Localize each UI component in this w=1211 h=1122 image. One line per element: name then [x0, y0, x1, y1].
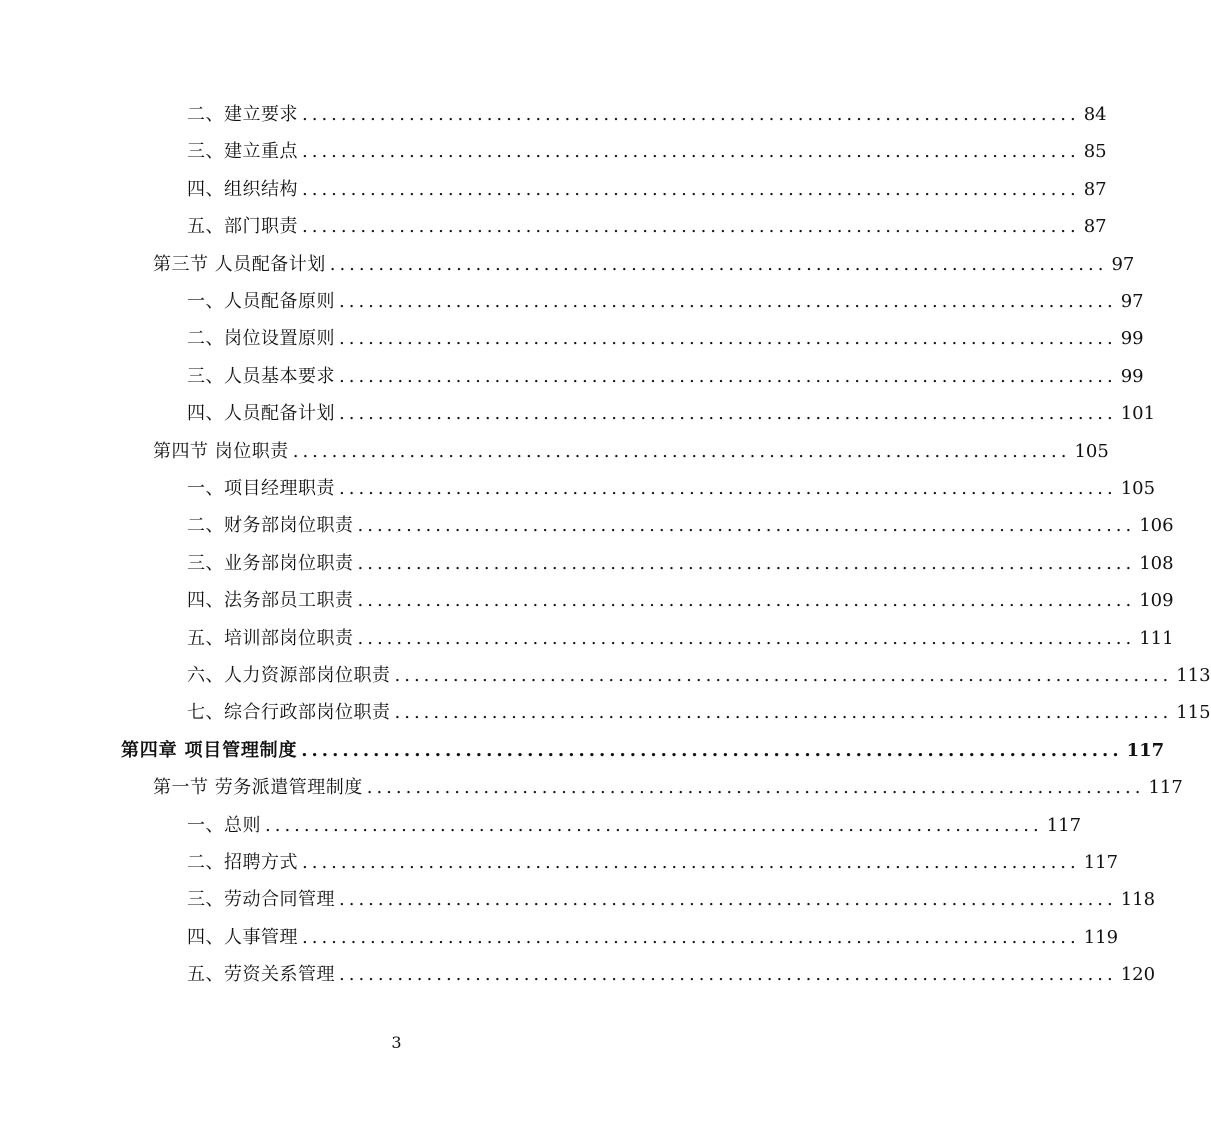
toc-entry-title: 四、人员配备计划 [187, 403, 335, 425]
dot-leader: ................................................................................ [302, 141, 1080, 163]
toc-subsection-entry[interactable] [187, 362, 1144, 392]
dot-leader: ................................................................................ [357, 515, 1136, 537]
toc-entry-title: 一、总则 [187, 814, 261, 836]
toc-entry-title: 六、人力资源部岗位职责 [187, 665, 391, 686]
dot-leader: ................................................................................ [302, 926, 1080, 948]
toc-entry-page: 106 [1139, 515, 1174, 537]
dot-leader: ................................................................................ [329, 253, 1108, 275]
toc-entry-title: 二、招聘方式 [187, 852, 298, 873]
toc-entry-title: 第一节 劳务派遣管理制度 [153, 777, 363, 799]
toc-entry-page: 117 [1083, 852, 1119, 873]
toc-subsection-entry[interactable] [187, 624, 1174, 654]
dot-leader: ................................................................................ [394, 665, 1173, 686]
dot-leader: ................................................................................ [265, 814, 1043, 836]
dot-leader: ................................................................................ [339, 889, 1117, 911]
toc-entry-title: 五、培训部岗位职责 [187, 627, 354, 649]
dot-leader: ................................................................................ [357, 627, 1136, 649]
toc-subsection-entry[interactable] [187, 399, 1156, 429]
toc-entry-title: 二、财务部岗位职责 [187, 515, 354, 537]
toc-subsection-entry[interactable] [187, 549, 1174, 579]
dot-leader: ................................................................................ [302, 104, 1080, 125]
dot-leader: ................................................................................ [357, 552, 1136, 574]
dot-leader: ................................................................................ [302, 178, 1080, 200]
toc-chapter-entry[interactable] [121, 736, 1165, 766]
dot-leader: ................................................................................ [339, 328, 1117, 350]
dot-leader: ................................................................................ [339, 964, 1117, 986]
toc-subsection-entry[interactable] [187, 175, 1107, 205]
toc-section-entry[interactable] [153, 250, 1135, 280]
toc-entry-page: 105 [1074, 440, 1109, 462]
toc-section-entry[interactable] [153, 437, 1109, 467]
toc-subsection-entry[interactable] [187, 474, 1156, 504]
toc-entry-page: 97 [1120, 291, 1144, 312]
toc-entry-title: 三、业务部岗位职责 [187, 552, 354, 574]
toc-subsection-entry[interactable] [187, 324, 1144, 354]
dot-leader: ................................................................................ [339, 365, 1117, 387]
dot-leader: ................................................................................ [339, 478, 1117, 499]
toc-entry-page: 99 [1120, 365, 1144, 387]
dot-leader: ................................................................................ [394, 702, 1173, 724]
toc-entry-title: 五、劳资关系管理 [187, 964, 335, 986]
toc-entry-title: 第三节 人员配备计划 [153, 253, 326, 275]
toc-entry-page: 108 [1139, 552, 1174, 574]
toc-subsection-entry[interactable] [187, 698, 1211, 728]
toc-entry-page: 113 [1176, 665, 1211, 686]
toc-entry-page: 105 [1120, 478, 1156, 499]
toc-subsection-entry[interactable] [187, 586, 1174, 616]
toc-entry-page: 109 [1139, 590, 1174, 612]
dot-leader: ................................................................................ [339, 291, 1117, 312]
toc-subsection-entry[interactable] [187, 212, 1107, 242]
toc-subsection-entry[interactable] [187, 100, 1107, 130]
toc-subsection-entry[interactable] [187, 661, 1211, 691]
toc-entry-page: 117 [1126, 739, 1165, 761]
dot-leader: ................................................................................ [301, 739, 1123, 761]
toc-entry-title: 二、建立要求 [187, 104, 298, 125]
toc-entry-title: 四、法务部员工职责 [187, 590, 354, 612]
dot-leader: ................................................................................ [302, 852, 1080, 873]
toc-entry-page: 117 [1046, 814, 1082, 836]
dot-leader: ................................................................................ [302, 216, 1080, 238]
toc-subsection-entry[interactable] [187, 848, 1119, 878]
toc-entry-title: 五、部门职责 [187, 216, 298, 238]
toc-entry-title: 一、项目经理职责 [187, 478, 335, 499]
toc-entry-title: 四、人事管理 [187, 926, 298, 948]
toc-entry-page: 120 [1120, 964, 1156, 986]
toc-entry-title: 七、综合行政部岗位职责 [187, 702, 391, 724]
toc-subsection-entry[interactable] [187, 287, 1144, 317]
toc-entry-page: 111 [1139, 627, 1174, 649]
toc-entry-page: 97 [1111, 253, 1135, 275]
toc-entry-page: 119 [1083, 926, 1119, 948]
toc-entry-title: 二、岗位设置原则 [187, 328, 335, 350]
dot-leader: ................................................................................ [292, 440, 1071, 462]
toc-entry-page: 85 [1083, 141, 1107, 163]
toc-entry-page: 84 [1083, 104, 1107, 125]
toc-entry-page: 115 [1176, 702, 1211, 724]
toc-entry-title: 第四章 项目管理制度 [121, 739, 298, 761]
toc-entry-page: 87 [1083, 178, 1107, 200]
toc-entry-title: 四、组织结构 [187, 178, 298, 200]
toc-entry-page: 118 [1120, 889, 1156, 911]
toc-subsection-entry[interactable] [187, 923, 1119, 953]
toc-entry-title: 第四节 岗位职责 [153, 440, 289, 462]
toc-subsection-entry[interactable] [187, 811, 1082, 841]
page-number: 3 [391, 1033, 402, 1052]
toc-section-entry[interactable] [153, 773, 1183, 803]
dot-leader: ................................................................................ [366, 777, 1145, 799]
toc-subsection-entry[interactable] [187, 511, 1174, 541]
toc-entry-title: 三、劳动合同管理 [187, 889, 335, 911]
toc-entry-title: 三、人员基本要求 [187, 365, 335, 387]
toc-entry-title: 一、人员配备原则 [187, 291, 335, 312]
toc-entry-page: 99 [1120, 328, 1144, 350]
toc-subsection-entry[interactable] [187, 137, 1107, 167]
toc-entry-title: 三、建立重点 [187, 141, 298, 163]
toc-subsection-entry[interactable] [187, 960, 1156, 990]
toc-entry-page: 101 [1120, 403, 1156, 425]
toc-entry-page: 87 [1083, 216, 1107, 238]
toc-entry-page: 117 [1148, 777, 1183, 799]
dot-leader: ................................................................................ [339, 403, 1117, 425]
toc-subsection-entry[interactable] [187, 885, 1156, 915]
dot-leader: ................................................................................ [357, 590, 1136, 612]
